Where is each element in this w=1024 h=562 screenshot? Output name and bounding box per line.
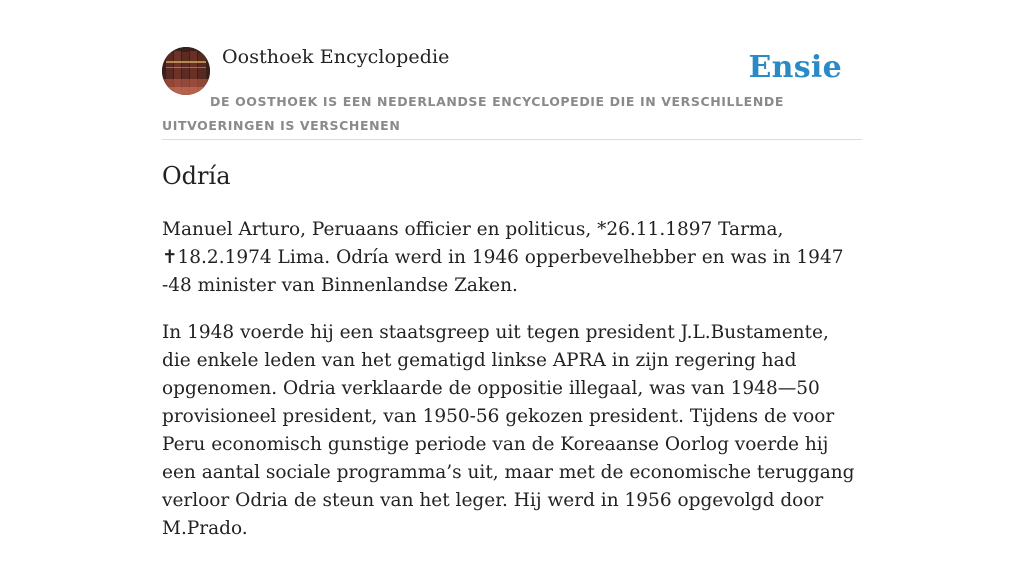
site-title[interactable]: Oosthoek Encyclopedie [222, 46, 450, 68]
site-tagline: DE OOSTHOEK IS EEN NEDERLANDSE ENCYCLOPEDIE DIE IN VERSCHILLENDE UITVOERINGEN IS VERSCHENEN [162, 94, 784, 133]
article-paragraph: Manuel Arturo, Peruaans officier en politicus, *26.11.1897 Tarma, ✝18.2.1974 Lima. Odría werd in 1946 opperbevelhebber en was in 1947 -48 minister van Binnenlandse Zaken. [162, 219, 844, 296]
encyclopedia-books-icon[interactable] [162, 47, 210, 95]
brand-logo[interactable]: Ensie [748, 50, 842, 85]
article-content [162, 216, 862, 562]
article-title: Odría [162, 162, 231, 190]
article-paragraph: In 1948 voerde hij een staatsgreep uit tegen president J.L.Bustamente, die enkele leden van het gematigd linkse APRA in zijn regering had opgenomen. Odria verklaarde de oppositie illegaal, was van 1948—50 provisioneel president, van 1950-56 gekozen president. Tijdens de voor Peru economisch gunstige periode van de Koreaanse Oorlog voerde hij een aantal sociale programma’s uit, maar met de economische teruggang verloor Odria de steun van het leger. Hij werd in 1956 opgevolgd door M.Prado. [162, 322, 855, 539]
books-image [162, 47, 210, 95]
header-divider [162, 139, 862, 140]
